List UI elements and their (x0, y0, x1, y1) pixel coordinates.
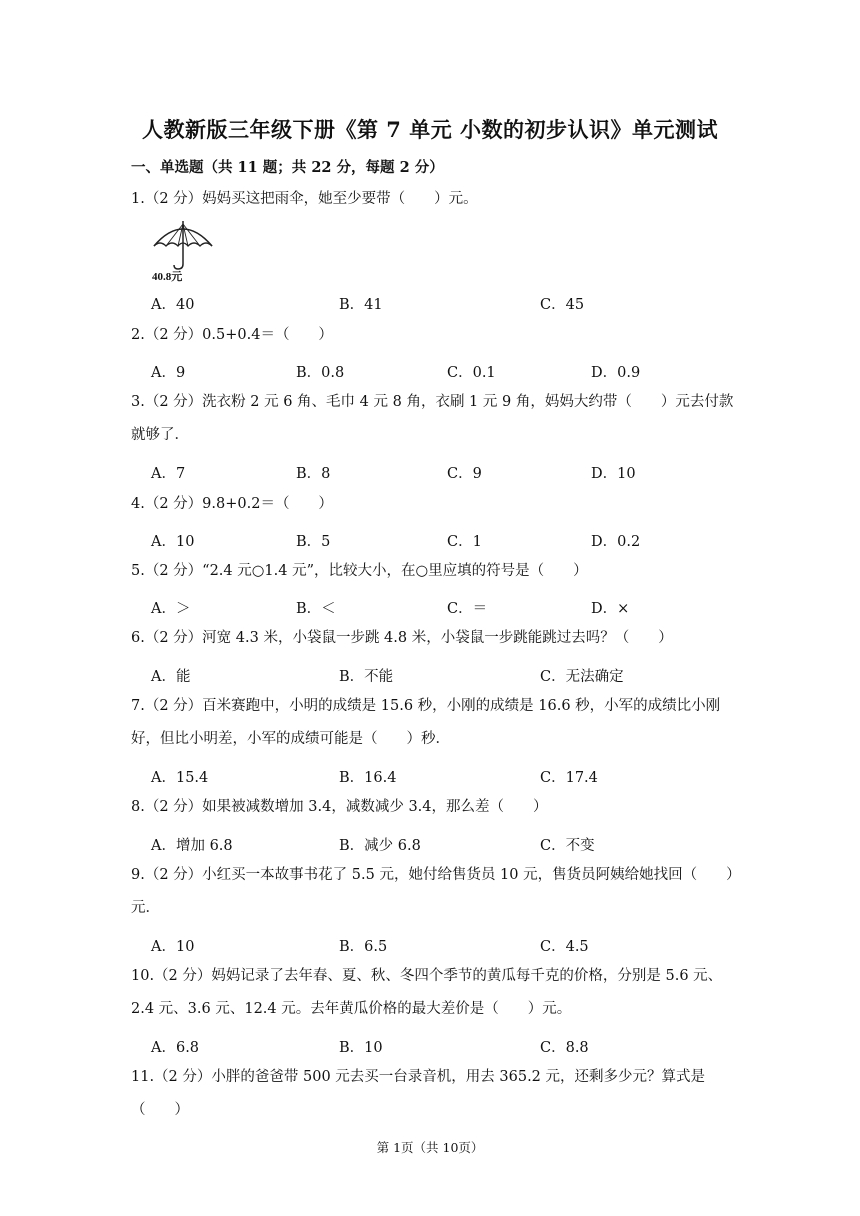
question-4: 4.（2 分）9.8+0.2＝（ ） (131, 496, 333, 512)
option-b: B．0.8 (296, 365, 345, 381)
option-c: C．＝ (447, 601, 488, 617)
option-c: C．9 (447, 466, 482, 482)
question-6: 6.（2 分）河宽 4.3 米，小袋鼠一步跳 4.8 米，小袋鼠一步跳能跳过去吗？（ ） (131, 630, 673, 646)
option-c: C．4.5 (540, 939, 589, 955)
option-d: D．0.9 (591, 365, 641, 381)
option-c: C．8.8 (540, 1040, 589, 1056)
option-c: C．0.1 (447, 365, 496, 381)
umbrella-price-label: 40.8元 (152, 271, 183, 282)
option-a: A．6.8 (151, 1040, 200, 1056)
option-d: D．10 (591, 466, 636, 482)
option-c: C．1 (447, 534, 482, 550)
question-2: 2.（2 分）0.5+0.4＝（ ） (131, 327, 333, 343)
question-8: 8.（2 分）如果被减数增加 3.4，减数减少 3.4，那么差（ ） (131, 799, 548, 815)
umbrella-icon (150, 218, 216, 282)
option-c: C．17.4 (540, 770, 598, 786)
option-c: C．45 (540, 297, 585, 313)
option-b: B．＜ (296, 601, 336, 617)
option-b: B．10 (339, 1040, 383, 1056)
option-a: A．＞ (151, 601, 191, 617)
option-a: A．10 (151, 534, 195, 550)
option-a: A．7 (151, 466, 186, 482)
question-3: 3.（2 分）洗衣粉 2 元 6 角、毛巾 4 元 8 角，衣刷 1 元 9 角，妈妈大约带（ ）元去付款就够了． (131, 394, 734, 443)
option-c: C．不变 (540, 838, 595, 854)
option-b: B．减少 6.8 (339, 838, 421, 854)
section-heading: 一、单选题（共 11 题；共 22 分，每题 2 分） (131, 159, 444, 176)
option-d: D．× (591, 601, 630, 617)
question-10: 10.（2 分）妈妈记录了去年春、夏、秋、冬四个季节的黄瓜每千克的价格，分别是 5.6 元、2.4 元、3.6 元、12.4 元。去年黄瓜价格的最大差价是（ ）元。 (131, 968, 723, 1017)
option-b: B．41 (339, 297, 383, 313)
option-a: A．增加 6.8 (151, 838, 233, 854)
question-1: 1.（2 分）妈妈买这把雨伞，她至少要带（ ）元。 (131, 191, 478, 207)
umbrella-image (150, 218, 216, 282)
question-7: 7.（2 分）百米赛跑中，小明的成绩是 15.6 秒，小刚的成绩是 16.6 秒，小军的成绩比小刚好，但比小明差，小军的成绩可能是（ ）秒． (131, 698, 721, 747)
option-b: B．16.4 (339, 770, 397, 786)
option-a: A．能 (151, 669, 191, 685)
option-a: A．9 (151, 365, 186, 381)
option-b: B．5 (296, 534, 331, 550)
option-a: A．10 (151, 939, 195, 955)
page-title: 人教新版三年级下册《第 7 单元 小数的初步认识》单元测试 (141, 117, 719, 142)
option-d: D．0.2 (591, 534, 641, 550)
option-b: B．不能 (339, 669, 394, 685)
option-b: B．6.5 (339, 939, 388, 955)
question-5: 5.（2 分）“2.4 元○1.4 元”，比较大小，在○里应填的符号是（ ） (131, 563, 588, 579)
option-b: B．8 (296, 466, 331, 482)
question-9: 9.（2 分）小红买一本故事书花了 5.5 元，她付给售货员 10 元，售货员阿姨给她找回（ ）元． (131, 867, 734, 916)
option-a: A．15.4 (151, 770, 209, 786)
page-footer: 第 1页（共 10页） (376, 1140, 484, 1155)
option-c: C．无法确定 (540, 669, 624, 685)
option-a: A．40 (151, 297, 195, 313)
question-11: 11.（2 分）小胖的爸爸带 500 元去买一台录音机，用去 365.2 元，还剩多少元？算式是（ ） (131, 1069, 706, 1118)
